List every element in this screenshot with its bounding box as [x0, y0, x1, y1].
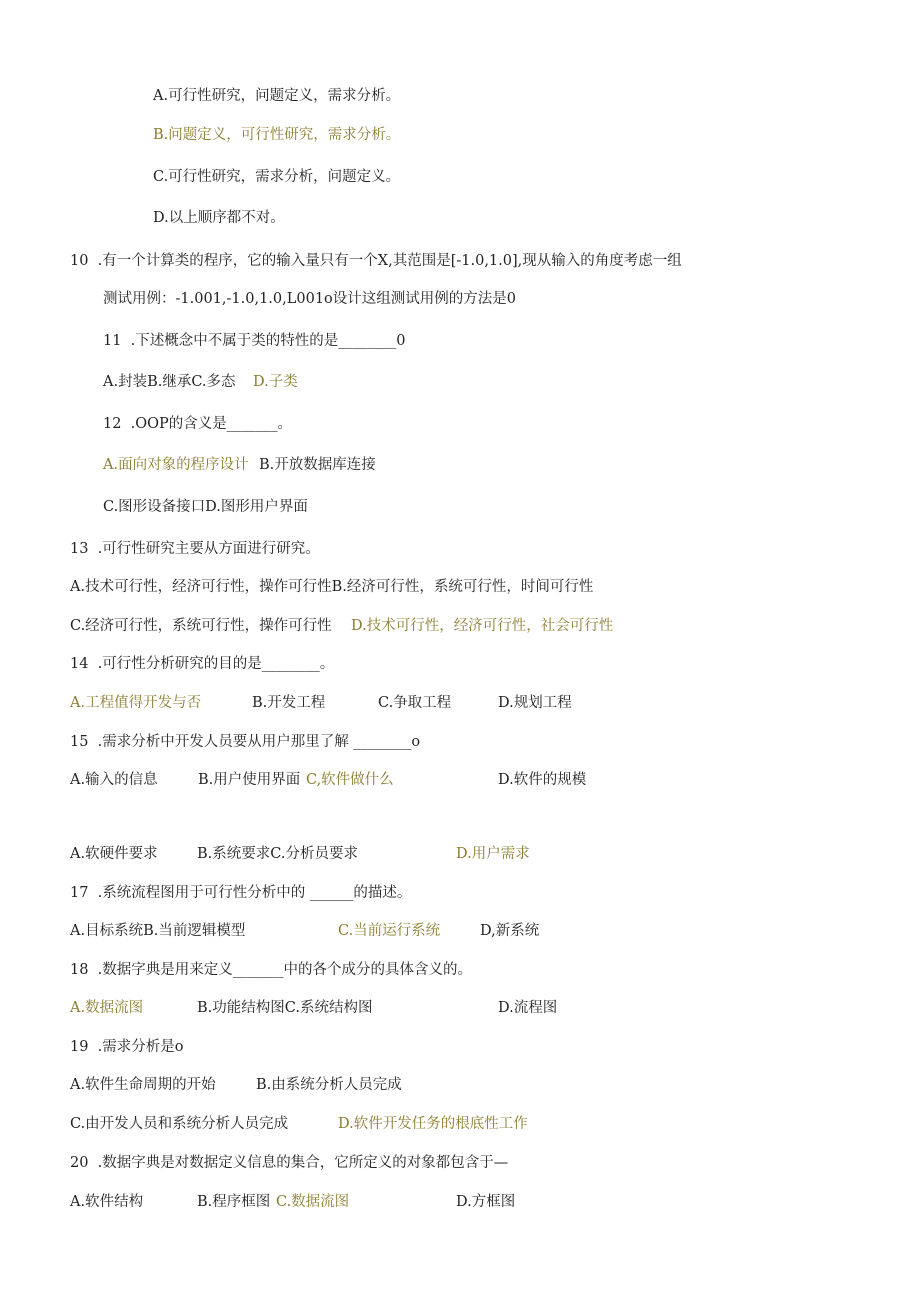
q12-option-b: B.开放数据库连接	[259, 457, 376, 473]
q13-option-c: C.经济可行性，系统可行性，操作可行性	[70, 618, 332, 634]
q17-stem: 17 .系统流程图用于可行性分析中的 ______的描述。	[70, 885, 412, 901]
q11-option-d-answer: D.子类	[253, 374, 298, 390]
q19-option-a: A.软件生命周期的开始	[70, 1077, 216, 1093]
q14-stem: 14 .可行性分析研究的目的是________。	[70, 656, 335, 672]
q15-option-c-answer: C,软件做什么	[306, 772, 394, 788]
q20-option-c-answer: C.数据流图	[276, 1194, 350, 1210]
q9-option-b-answer: B.问题定义，可行性研究，需求分析。	[153, 127, 401, 143]
q19-option-b: B.由系统分析人员完成	[256, 1077, 402, 1093]
q12-option-a-answer: A.面向对象的程序设计	[103, 457, 249, 473]
q20-stem: 20 .数据字典是对数据定义信息的集合，它所定义的对象都包含于—	[70, 1155, 509, 1171]
q15-stem: 15 .需求分析中开发人员要从用户那里了解 ________o	[70, 734, 421, 750]
q15-option-d: D.软件的规模	[498, 772, 587, 788]
q14-option-a-answer: A.工程值得开发与否	[70, 695, 202, 711]
q18-option-d: D.流程图	[498, 1000, 558, 1016]
q14-option-d: D.规划工程	[498, 695, 572, 711]
q19-option-d-answer: D.软件开发任务的根底性工作	[338, 1116, 528, 1132]
q17-option-c-answer: C.当前运行系统	[338, 923, 441, 939]
q12-options-cd: C.图形设备接口D.图形用户界面	[103, 499, 308, 515]
q12-stem: 12 .OOP的含义是_______。	[103, 416, 293, 432]
q20-option-d: D.方框图	[456, 1194, 516, 1210]
q19-option-c: C.由开发人员和系统分析人员完成	[70, 1116, 289, 1132]
q16-options-bc: B.系统要求C.分析员要求	[197, 846, 358, 862]
q11-options-abc: A.封装B.继承C.多态	[103, 374, 236, 390]
q17-option-d: D,新系统	[480, 923, 540, 939]
q20-option-a: A.软件结构	[70, 1194, 144, 1210]
q16-option-a: A.软硬件要求	[70, 846, 158, 862]
q11-stem: 11 .下述概念中不属于类的特性的是________0	[103, 333, 406, 349]
q14-option-c: C.争取工程	[378, 695, 452, 711]
q13-option-d-answer: D.技术可行性，经济可行性，社会可行性	[351, 618, 614, 634]
q9-option-a: A.可行性研究，问题定义，需求分析。	[153, 88, 401, 104]
q14-option-b: B.开发工程	[252, 695, 326, 711]
q10-stem-line2: 测试用例：-1.001,-1.0,1.0,L001o设计这组测试用例的方法是0	[103, 291, 517, 307]
q18-option-a-answer: A.数据流图	[70, 1000, 144, 1016]
q19-stem: 19 .需求分析是o	[70, 1039, 184, 1055]
q9-option-c: C.可行性研究，需求分析，问题定义。	[153, 169, 401, 185]
q15-option-b: B.用户使用界面	[198, 772, 301, 788]
q15-option-a: A.输入的信息	[70, 772, 158, 788]
q18-options-bc: B.功能结构图C.系统结构图	[197, 1000, 373, 1016]
q18-stem: 18 .数据字典是用来定义_______中的各个成分的具体含义的。	[70, 962, 473, 978]
q13-stem: 13 .可行性研究主要从方面进行研究。	[70, 541, 320, 557]
q16-option-d-answer: D.用户需求	[456, 846, 530, 862]
q13-options-ab: A.技术可行性，经济可行性，操作可行性B.经济可行性，系统可行性，时间可行性	[70, 579, 594, 595]
q9-option-d: D.以上顺序都不对。	[153, 210, 285, 226]
q10-stem-line1: 10 .有一个计算类的程序，它的输入量只有一个X,其范围是[-1.0,1.0],现从输入的角度考虑一组	[70, 253, 682, 269]
q20-option-b: B.程序框图	[197, 1194, 271, 1210]
q17-options-ab: A.目标系统B.当前逻辑模型	[70, 923, 246, 939]
